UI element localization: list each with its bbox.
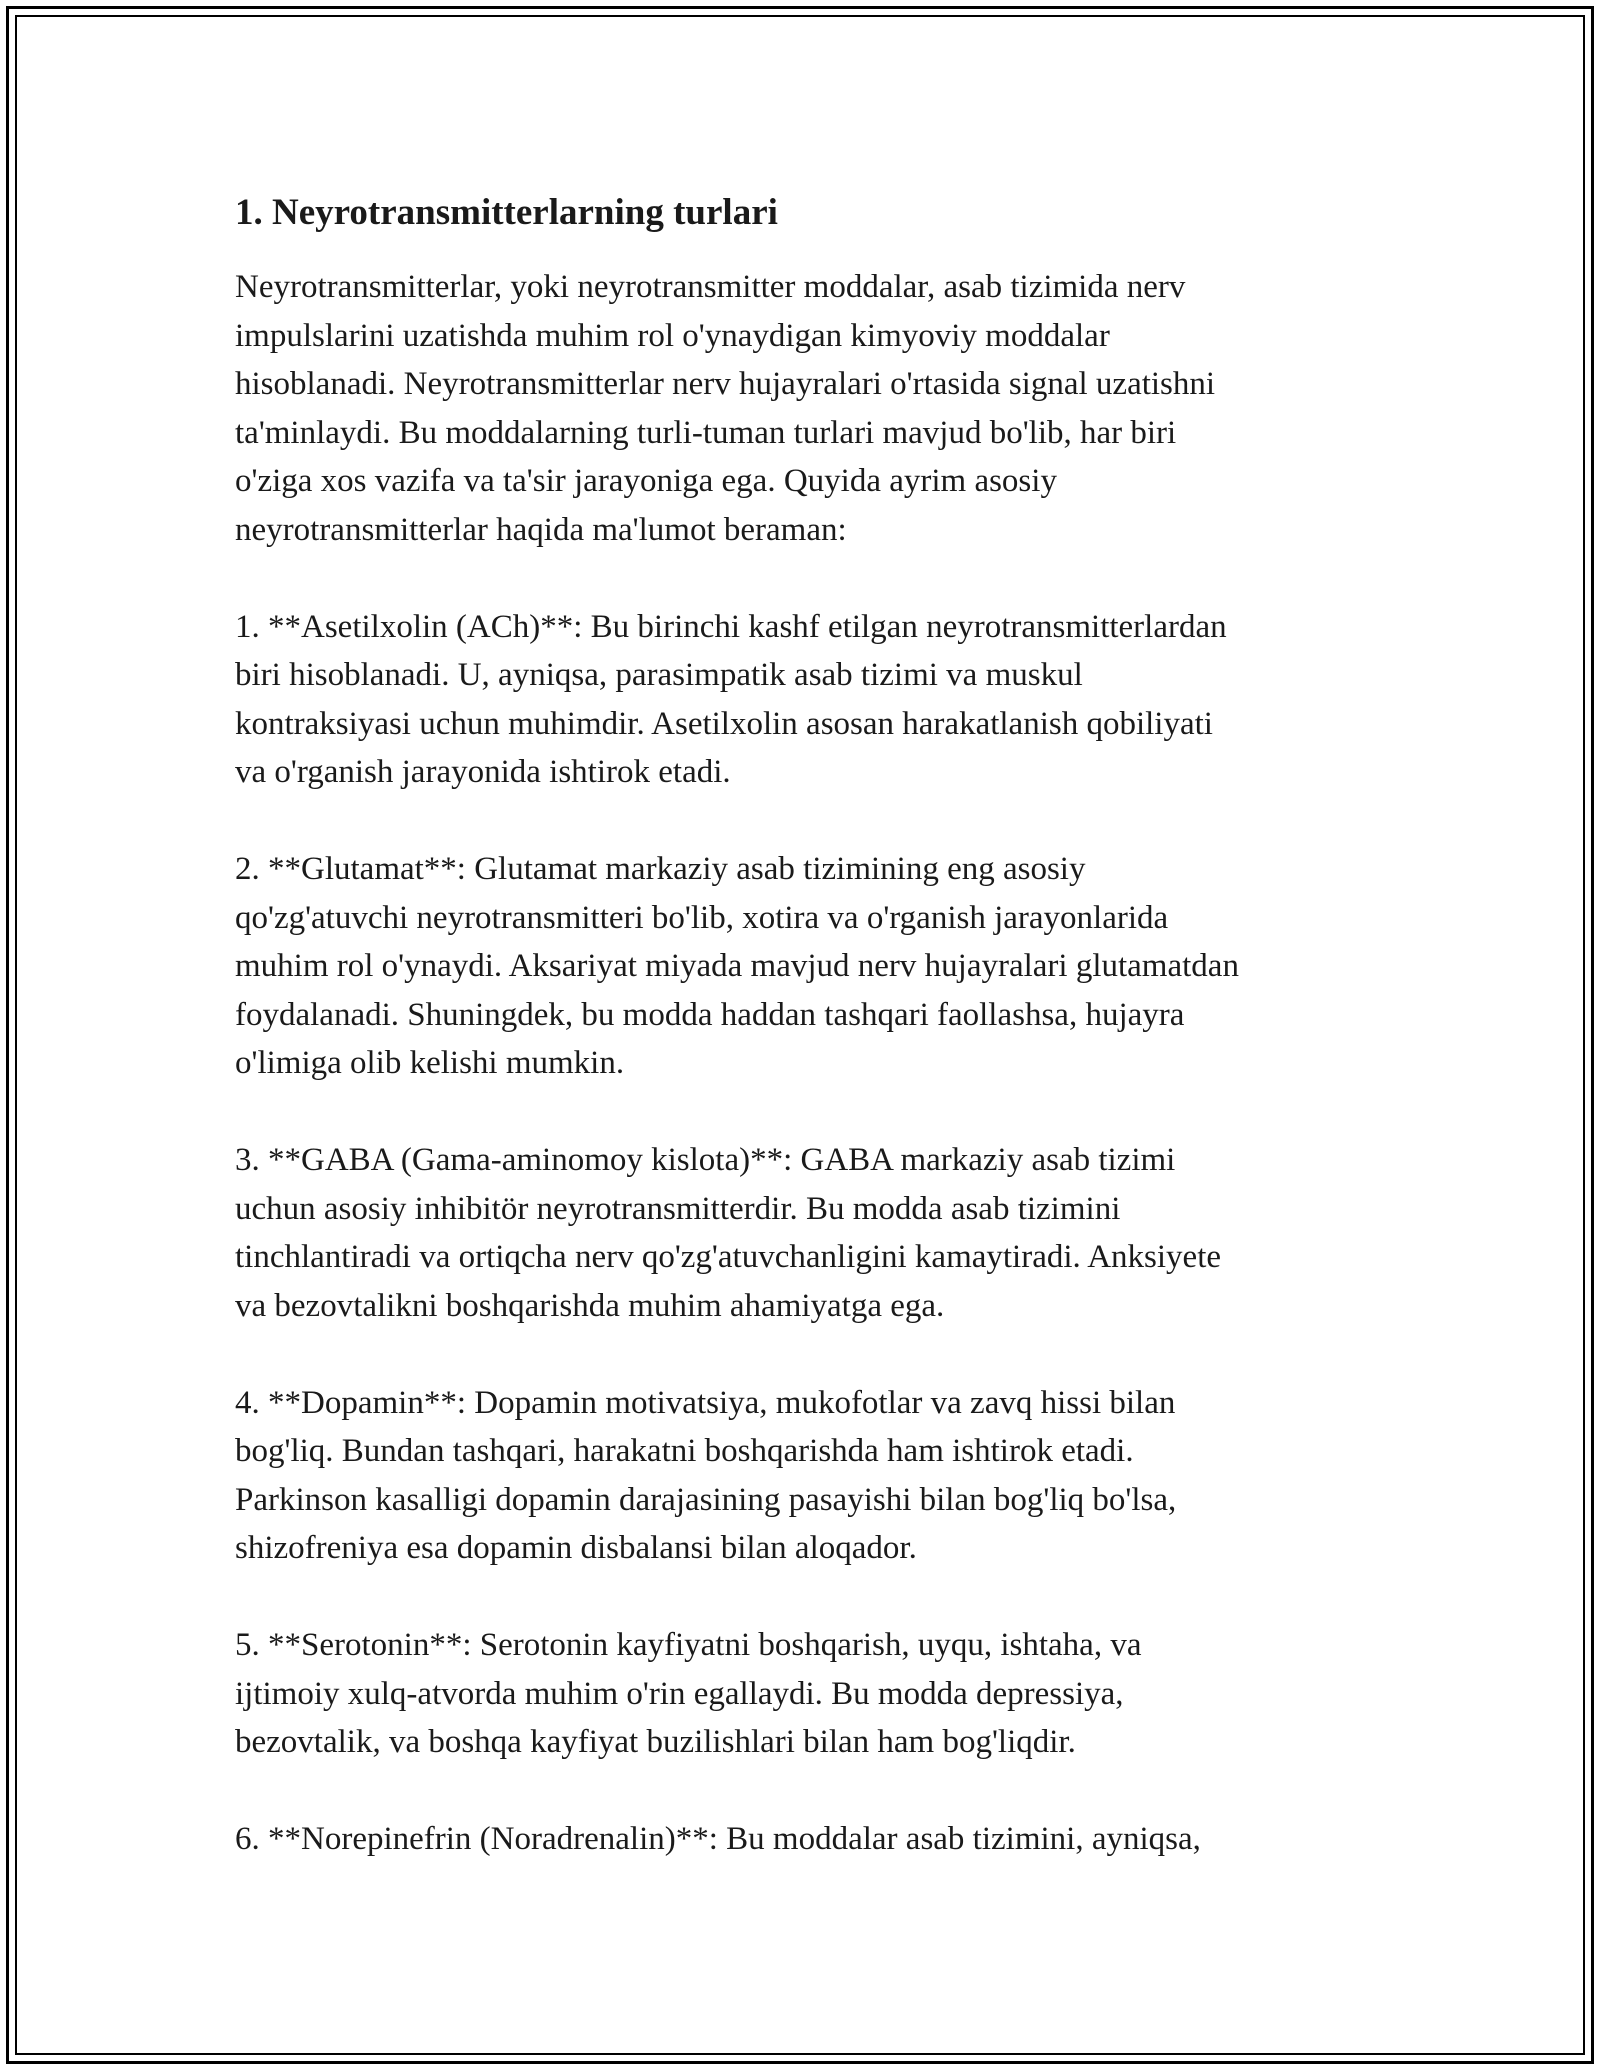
list-item-dopamine: 4. **Dopamin**: Dopamin motivatsiya, mukofotlar va zavq hissi bilan bog'liq. Bundan tashqari, harakatni boshqarishda ham ishtirok etadi. Parkinson kasalligi dopamin darajasining pasayishi bilan bog'liq bo'lsa, shizofreniya esa dopamin disbalansi bilan aloqador. xyxy=(235,1384,1177,1566)
intro-paragraph: Neyrotransmitterlar, yoki neyrotransmitter moddalar, asab tizimida nerv impulslarini uzatishda muhim rol o'ynaydigan kimyoviy moddalar hisoblanadi. Neyrotransmitterlar nerv hujayralari o'rtasida signal uzatishni ta'minlaydi. Bu moddalarning turli-tuman turlari mavjud bo'lib, har biri o'ziga xos vazifa va ta'sir jarayoniga ega. Quyida ayrim asosiy neyrotransmitterlar haqida ma'lumot beraman: xyxy=(235,269,1216,548)
list-item-glutamate: 2. **Glutamat**: Glutamat markaziy asab tizimining eng asosiy qo'zg'atuvchi neyrotransmitteri bo'lib, xotira va o'rganish jarayonlarida muhim rol o'ynaydi. Aksariyat miyada mavjud nerv hujayralari glutamatdan foydalanadi. Shuningdek, bu modda haddan tashqari faollashsa, hujayra o'limiga olib kelishi mumkin. xyxy=(235,851,1239,1081)
list-item-norepinephrine: 6. **Norepinefrin (Noradrenalin)**: Bu moddalar asab tizimini, ayniqsa, xyxy=(235,1821,1201,1857)
list-item-serotonin: 5. **Serotonin**: Serotonin kayfiyatni boshqarish, uyqu, ishtaha, va ijtimoiy xulq-atvorda muhim o'rin egallaydi. Bu modda depressiya, bezovtalik, va boshqa kayfiyat buzilishlari bilan ham bog'liqdir. xyxy=(235,1627,1142,1760)
list-item-gaba: 3. **GABA (Gama-aminomoy kislota)**: GABA markaziy asab tizimi uchun asosiy inhibitör neyrotransmitterdir. Bu modda asab tizimini tinchlantiradi va ortiqcha nerv qo'zg'atuvchanligini kamaytiradi. Anksiyete va bezovtalikni boshqarishda muhim ahamiyatga ega. xyxy=(235,1142,1222,1324)
section-heading: 1. Neyrotransmitterlarning turlari xyxy=(235,192,778,233)
document-body xyxy=(235,185,1375,1912)
list-item-acetylcholine: 1. **Asetilxolin (ACh)**: Bu birinchi kashf etilgan neyrotransmitterlardan biri hisoblanadi. U, ayniqsa, parasimpatik asab tizimi va muskul kontraksiyasi uchun muhimdir. Asetilxolin asosan harakatlanish qobiliyati va o'rganish jarayonida ishtirok etadi. xyxy=(235,608,1227,790)
